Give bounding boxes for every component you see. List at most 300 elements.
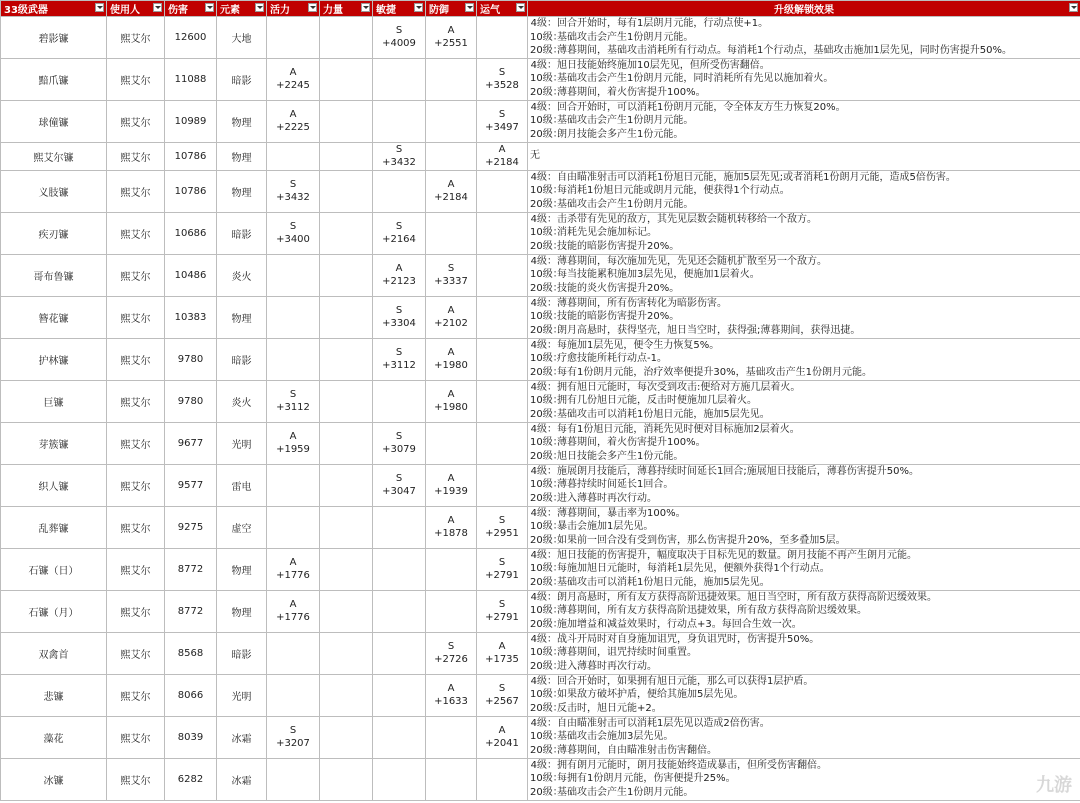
effect-level: 4级： (530, 759, 557, 771)
vitality-cell (267, 758, 320, 800)
filter-dropdown-icon[interactable] (361, 3, 370, 12)
effect-line: 20级：基础攻击可以消耗1份旭日元能，施加5层先见。 (530, 409, 770, 421)
effect-line: 10级：基础攻击会产生1份朗月元能。 (530, 31, 694, 43)
user-cell: 熙艾尔 (107, 212, 165, 254)
strength-cell (320, 338, 373, 380)
element-cell: 光明 (217, 674, 267, 716)
effect-line: 无 (530, 150, 540, 162)
stat-grade: S (395, 25, 403, 37)
stat-grade: A (447, 179, 455, 191)
user-cell: 熙艾尔 (107, 380, 165, 422)
vitality-cell (267, 632, 320, 674)
effect-level: 20级： (530, 325, 563, 337)
defense-cell (426, 142, 477, 170)
effect-line: 20级：反击时，旭日元能+2。 (530, 703, 662, 715)
effect-line: 4级：每有1份旭日元能，消耗先见时便对目标施加2层着火。 (530, 423, 800, 435)
effect-level: 10级： (530, 437, 563, 449)
effect-line: 20级：朗月高悬时，获得坚壳，旭日当空时，获得强;薄暮期间，获得迅捷。 (530, 325, 861, 337)
header-vit[interactable]: 活力 (267, 1, 320, 17)
vitality-cell (267, 506, 320, 548)
vitality-cell (267, 716, 320, 758)
effect-cell (528, 58, 1080, 100)
stat-value: +2164 (382, 234, 416, 246)
effect-line: 4级：回合开始时，如果拥有旭日元能，那么可以获得1层护盾。 (530, 675, 814, 687)
stat-value: +3497 (485, 122, 519, 134)
defense-cell (426, 506, 477, 548)
user-cell: 熙艾尔 (107, 170, 165, 212)
luck-cell (477, 590, 528, 632)
stat-value: +3432 (276, 192, 310, 204)
stat-grade: S (289, 389, 297, 401)
stat-value: +1959 (276, 444, 310, 456)
header-row (1, 1, 1080, 17)
agility-cell (373, 254, 426, 296)
defense-cell (426, 674, 477, 716)
effect-level: 10级： (530, 395, 563, 407)
strength-cell (320, 254, 373, 296)
table-row (1, 296, 1080, 338)
user-cell: 熙艾尔 (107, 632, 165, 674)
table-row (1, 716, 1080, 758)
agility-cell (373, 548, 426, 590)
vitality-cell (267, 142, 320, 170)
damage-cell: 9577 (165, 464, 217, 506)
vitality-cell (267, 380, 320, 422)
header-elem[interactable]: 元素 (217, 1, 267, 17)
user-cell: 熙艾尔 (107, 100, 165, 142)
element-cell: 物理 (217, 170, 267, 212)
effect-level: 20级： (530, 661, 563, 673)
stat-value: +2102 (434, 318, 468, 330)
agility-cell (373, 58, 426, 100)
table-row (1, 254, 1080, 296)
effect-line: 20级：朗月技能会多产生1份元能。 (530, 129, 684, 141)
effect-cell (528, 422, 1080, 464)
stat-value: +2791 (485, 612, 519, 624)
vitality-cell (267, 17, 320, 59)
effect-level: 10级： (530, 185, 563, 197)
agility-cell (373, 422, 426, 464)
luck-cell (477, 170, 528, 212)
filter-dropdown-icon[interactable] (153, 3, 162, 12)
effect-line: 4级：薄暮期间，所有伤害转化为暗影伤害。 (530, 297, 727, 309)
element-cell: 炎火 (217, 254, 267, 296)
element-cell: 冰霜 (217, 758, 267, 800)
effect-line: 4级：旭日技能始终施加10层先见，但所受伤害翻倍。 (530, 59, 770, 71)
effect-level: 20级： (530, 367, 563, 379)
luck-cell (477, 506, 528, 548)
stat-grade: S (447, 641, 455, 653)
luck-cell (477, 296, 528, 338)
agility-cell (373, 506, 426, 548)
effect-line: 4级：每施加1层先见，便令生力恢复5%。 (530, 339, 720, 351)
header-def[interactable]: 防御 (426, 1, 477, 17)
stat-value: +1980 (434, 360, 468, 372)
damage-cell: 8066 (165, 674, 217, 716)
table-row (1, 590, 1080, 632)
header-weapon[interactable]: 33级武器 (1, 1, 107, 17)
user-cell: 熙艾尔 (107, 422, 165, 464)
table-row (1, 100, 1080, 142)
agility-cell (373, 590, 426, 632)
effect-level: 4级： (530, 717, 557, 729)
vitality-cell (267, 58, 320, 100)
table-row (1, 142, 1080, 170)
element-cell: 光明 (217, 422, 267, 464)
element-cell: 暗影 (217, 632, 267, 674)
luck-cell (477, 548, 528, 590)
effect-level: 4级： (530, 591, 557, 603)
table-body (1, 17, 1080, 801)
effect-cell (528, 548, 1080, 590)
effect-line: 10级：基础攻击会产生1份朗月元能。 (530, 115, 694, 127)
stat-grade: S (498, 557, 506, 569)
effect-line: 10级：暴击会施加1层先见。 (530, 521, 654, 533)
stat-value: +3047 (382, 486, 416, 498)
effect-line: 20级：技能的暗影伤害提升20%。 (530, 241, 680, 253)
effect-level: 10级： (530, 353, 563, 365)
user-cell: 熙艾尔 (107, 58, 165, 100)
effect-cell (528, 674, 1080, 716)
vitality-cell (267, 100, 320, 142)
filter-dropdown-icon[interactable] (255, 3, 264, 12)
stat-value: +1939 (434, 486, 468, 498)
stat-value: +2184 (434, 192, 468, 204)
stat-grade: S (395, 431, 403, 443)
effect-line: 4级：拥有朗月元能时，朗月技能始终造成暴击，但所受伤害翻倍。 (530, 759, 827, 771)
stat-grade: S (498, 109, 506, 121)
filter-dropdown-icon[interactable] (465, 3, 474, 12)
luck-cell (477, 17, 528, 59)
filter-dropdown-icon[interactable] (308, 3, 317, 12)
effect-line: 4级：自由瞄准射击可以消耗1层先见以造成2倍伤害。 (530, 717, 770, 729)
vitality-cell (267, 296, 320, 338)
defense-cell (426, 632, 477, 674)
strength-cell (320, 58, 373, 100)
header-str[interactable]: 力量 (320, 1, 373, 17)
table-row (1, 464, 1080, 506)
luck-cell (477, 422, 528, 464)
stat-value: +2123 (382, 276, 416, 288)
effect-line: 4级：战斗开局时对自身施加诅咒，身负诅咒时，伤害提升50%。 (530, 633, 820, 645)
element-cell: 雷电 (217, 464, 267, 506)
element-cell: 暗影 (217, 212, 267, 254)
effect-line: 4级：施展朗月技能后，薄暮持续时间延长1回合;施展旭日技能后，薄暮伤害提升50%。 (530, 465, 919, 477)
effect-level: 10级： (530, 521, 563, 533)
effect-level: 20级： (530, 535, 563, 547)
effect-line: 10级：薄暮期间，诅咒持续时间重置。 (530, 647, 697, 659)
defense-cell (426, 58, 477, 100)
weapon-name-cell: 碧影镰 (1, 17, 107, 59)
stat-value: +3112 (382, 360, 416, 372)
stat-value: +2225 (276, 122, 310, 134)
agility-cell (373, 632, 426, 674)
effect-cell (528, 338, 1080, 380)
vitality-cell (267, 590, 320, 632)
effect-line: 4级：薄暮期间，每次施加先见，先见还会随机扩散至另一个敌方。 (530, 255, 827, 267)
effect-level: 10级： (530, 563, 563, 575)
effect-line: 20级：技能的炎火伤害提升20%。 (530, 283, 680, 295)
header-dmg[interactable]: 伤害 (165, 1, 217, 17)
effect-line: 10级：薄暮期间，着火伤害提升100%。 (530, 437, 706, 449)
effect-level: 4级： (530, 675, 557, 687)
effect-cell (528, 632, 1080, 674)
damage-cell: 10486 (165, 254, 217, 296)
damage-cell: 10786 (165, 142, 217, 170)
stat-grade: A (289, 599, 297, 611)
vitality-cell (267, 548, 320, 590)
user-cell: 熙艾尔 (107, 142, 165, 170)
damage-cell: 10686 (165, 212, 217, 254)
stat-grade: A (447, 25, 455, 37)
effect-cell (528, 17, 1080, 59)
luck-cell (477, 58, 528, 100)
weapon-name-cell: 乱葬镰 (1, 506, 107, 548)
stat-value: +3432 (382, 157, 416, 169)
effect-level: 10级： (530, 115, 563, 127)
effect-level: 20级： (530, 129, 563, 141)
effect-cell (528, 296, 1080, 338)
filter-dropdown-icon[interactable] (414, 3, 423, 12)
element-cell: 虚空 (217, 506, 267, 548)
element-cell: 物理 (217, 296, 267, 338)
effect-level: 20级： (530, 45, 563, 57)
table-row (1, 632, 1080, 674)
stat-grade: A (395, 263, 403, 275)
effect-line: 10级：每拥有1份朗月元能，伤害便提升25%。 (530, 773, 736, 785)
stat-grade: S (395, 221, 403, 233)
header-agi[interactable]: 敏捷 (373, 1, 426, 17)
effect-line: 10级：如果敌方破坏护盾，便给其施加5层先见。 (530, 689, 744, 701)
effect-level: 4级： (530, 339, 557, 351)
stat-grade: S (498, 683, 506, 695)
stat-value: +4009 (382, 38, 416, 50)
user-cell: 熙艾尔 (107, 674, 165, 716)
strength-cell (320, 212, 373, 254)
strength-cell (320, 380, 373, 422)
strength-cell (320, 758, 373, 800)
luck-cell (477, 254, 528, 296)
stat-value: +3304 (382, 318, 416, 330)
agility-cell (373, 296, 426, 338)
stat-value: +2041 (485, 738, 519, 750)
damage-cell: 10383 (165, 296, 217, 338)
luck-cell (477, 338, 528, 380)
stat-grade: A (447, 347, 455, 359)
agility-cell (373, 142, 426, 170)
stat-grade: A (447, 515, 455, 527)
stat-grade: A (498, 641, 506, 653)
agility-cell (373, 100, 426, 142)
effect-level: 4级： (530, 633, 557, 645)
damage-cell: 6282 (165, 758, 217, 800)
effect-level: 20级： (530, 493, 563, 505)
stat-value: +2951 (485, 528, 519, 540)
defense-cell (426, 254, 477, 296)
stat-value: +2791 (485, 570, 519, 582)
defense-cell (426, 212, 477, 254)
weapon-name-cell: 球僮镰 (1, 100, 107, 142)
element-cell: 物理 (217, 548, 267, 590)
damage-cell: 8772 (165, 548, 217, 590)
vitality-cell (267, 254, 320, 296)
vitality-cell (267, 212, 320, 254)
defense-cell (426, 296, 477, 338)
effect-level: 20级： (530, 199, 563, 211)
effect-level: 20级： (530, 241, 563, 253)
effect-line: 10级：疗愈技能所耗行动点-1。 (530, 353, 667, 365)
strength-cell (320, 296, 373, 338)
effect-line: 10级：基础攻击会产生1份朗月元能，同时消耗所有先见以施加着火。 (530, 73, 834, 85)
table-row (1, 380, 1080, 422)
strength-cell (320, 464, 373, 506)
weapon-name-cell: 藻花 (1, 716, 107, 758)
stat-grade: A (447, 473, 455, 485)
agility-cell (373, 716, 426, 758)
damage-cell: 9677 (165, 422, 217, 464)
effect-level: 4级： (530, 171, 557, 183)
stat-grade: A (289, 109, 297, 121)
effect-line: 20级：进入薄暮时再次行动。 (530, 661, 657, 673)
table-row (1, 338, 1080, 380)
table-row (1, 17, 1080, 59)
filter-dropdown-icon[interactable] (95, 3, 104, 12)
effect-line: 20级：旭日技能会多产生1份元能。 (530, 451, 684, 463)
header-user[interactable]: 使用人 (107, 1, 165, 17)
effect-level: 20级： (530, 87, 563, 99)
effect-line: 4级：击杀带有先见的敌方，其先见层数会随机转移给一个敌方。 (530, 213, 817, 225)
effect-level: 4级： (530, 507, 557, 519)
effect-level: 4级： (530, 59, 557, 71)
filter-dropdown-icon[interactable] (205, 3, 214, 12)
filter-dropdown-icon[interactable] (1069, 3, 1078, 12)
weapon-name-cell: 织人镰 (1, 464, 107, 506)
weapon-name-cell: 哥布鲁镰 (1, 254, 107, 296)
element-cell: 物理 (217, 590, 267, 632)
table-row (1, 758, 1080, 800)
effect-level: 4级： (530, 297, 557, 309)
header-luck[interactable]: 运气 (477, 1, 528, 17)
strength-cell (320, 548, 373, 590)
defense-cell (426, 590, 477, 632)
strength-cell (320, 632, 373, 674)
effect-line: 20级：基础攻击可以消耗1份旭日元能，施加5层先见。 (530, 577, 770, 589)
defense-cell (426, 422, 477, 464)
effect-cell (528, 506, 1080, 548)
agility-cell (373, 380, 426, 422)
agility-cell (373, 170, 426, 212)
stat-grade: S (498, 515, 506, 527)
effect-line: 10级：每施加旭日元能时，每消耗1层先见，便额外获得1个行动点。 (530, 563, 830, 575)
weapon-name-cell: 悲镰 (1, 674, 107, 716)
luck-cell (477, 632, 528, 674)
strength-cell (320, 100, 373, 142)
stat-value: +3400 (276, 234, 310, 246)
effect-level: 20级： (530, 703, 563, 715)
effect-level: 10级： (530, 647, 563, 659)
weapon-name-cell: 双禽首 (1, 632, 107, 674)
effect-level: 4级： (530, 255, 557, 267)
stat-value: +3337 (434, 276, 468, 288)
user-cell: 熙艾尔 (107, 590, 165, 632)
effect-level: 10级： (530, 605, 563, 617)
element-cell: 冰霜 (217, 716, 267, 758)
table-row (1, 506, 1080, 548)
element-cell: 暗影 (217, 58, 267, 100)
stat-value: +2567 (485, 696, 519, 708)
damage-cell: 8772 (165, 590, 217, 632)
effect-level: 4级： (530, 101, 557, 113)
stat-grade: S (395, 305, 403, 317)
user-cell: 熙艾尔 (107, 464, 165, 506)
effect-line: 20级：如果前一回合没有受到伤害，那么伤害提升20%，至多叠加5层。 (530, 535, 846, 547)
effect-level: 20级： (530, 283, 563, 295)
effect-cell (528, 212, 1080, 254)
filter-dropdown-icon[interactable] (516, 3, 525, 12)
luck-cell (477, 464, 528, 506)
stat-value: +3079 (382, 444, 416, 456)
stat-grade: A (289, 431, 297, 443)
user-cell: 熙艾尔 (107, 338, 165, 380)
stat-grade: S (498, 67, 506, 79)
weapon-name-cell: 簪花镰 (1, 296, 107, 338)
stat-grade: S (289, 221, 297, 233)
effect-level: 4级： (530, 465, 557, 477)
stat-value: +1735 (485, 654, 519, 666)
user-cell: 熙艾尔 (107, 758, 165, 800)
stat-grade: A (447, 683, 455, 695)
stat-grade: S (395, 144, 403, 156)
stat-grade: A (289, 67, 297, 79)
luck-cell (477, 380, 528, 422)
effect-level: 20级： (530, 577, 563, 589)
table-row (1, 422, 1080, 464)
user-cell: 熙艾尔 (107, 716, 165, 758)
luck-cell (477, 758, 528, 800)
effect-cell (528, 142, 1080, 170)
agility-cell (373, 464, 426, 506)
defense-cell (426, 548, 477, 590)
element-cell: 物理 (217, 142, 267, 170)
weapon-name-cell: 护林镰 (1, 338, 107, 380)
defense-cell (426, 758, 477, 800)
luck-cell (477, 142, 528, 170)
defense-cell (426, 464, 477, 506)
stat-value: +2184 (485, 157, 519, 169)
header-effect[interactable]: 升级解锁效果 (528, 1, 1080, 17)
effect-level: 20级： (530, 451, 563, 463)
effect-line: 4级：薄暮期间，暴击率为100%。 (530, 507, 686, 519)
strength-cell (320, 17, 373, 59)
element-cell: 炎火 (217, 380, 267, 422)
effect-cell (528, 170, 1080, 212)
luck-cell (477, 674, 528, 716)
vitality-cell (267, 464, 320, 506)
effect-level: 20级： (530, 619, 563, 631)
effect-level: 10级： (530, 773, 563, 785)
user-cell: 熙艾尔 (107, 296, 165, 338)
table-row (1, 212, 1080, 254)
effect-line: 20级：薄暮期间，基础攻击消耗所有行动点。每消耗1个行动点，基础攻击施加1层先见，同时伤害提升50%。 (530, 45, 1012, 57)
vitality-cell (267, 422, 320, 464)
stat-grade: S (395, 473, 403, 485)
effect-level: 10级： (530, 479, 563, 491)
effect-line: 4级：旭日技能的伤害提升，幅度取决于目标先见的数量。朗月技能不再产生朗月元能。 (530, 549, 917, 561)
stat-value: +2245 (276, 80, 310, 92)
stat-grade: A (447, 389, 455, 401)
damage-cell: 10786 (165, 170, 217, 212)
agility-cell (373, 17, 426, 59)
